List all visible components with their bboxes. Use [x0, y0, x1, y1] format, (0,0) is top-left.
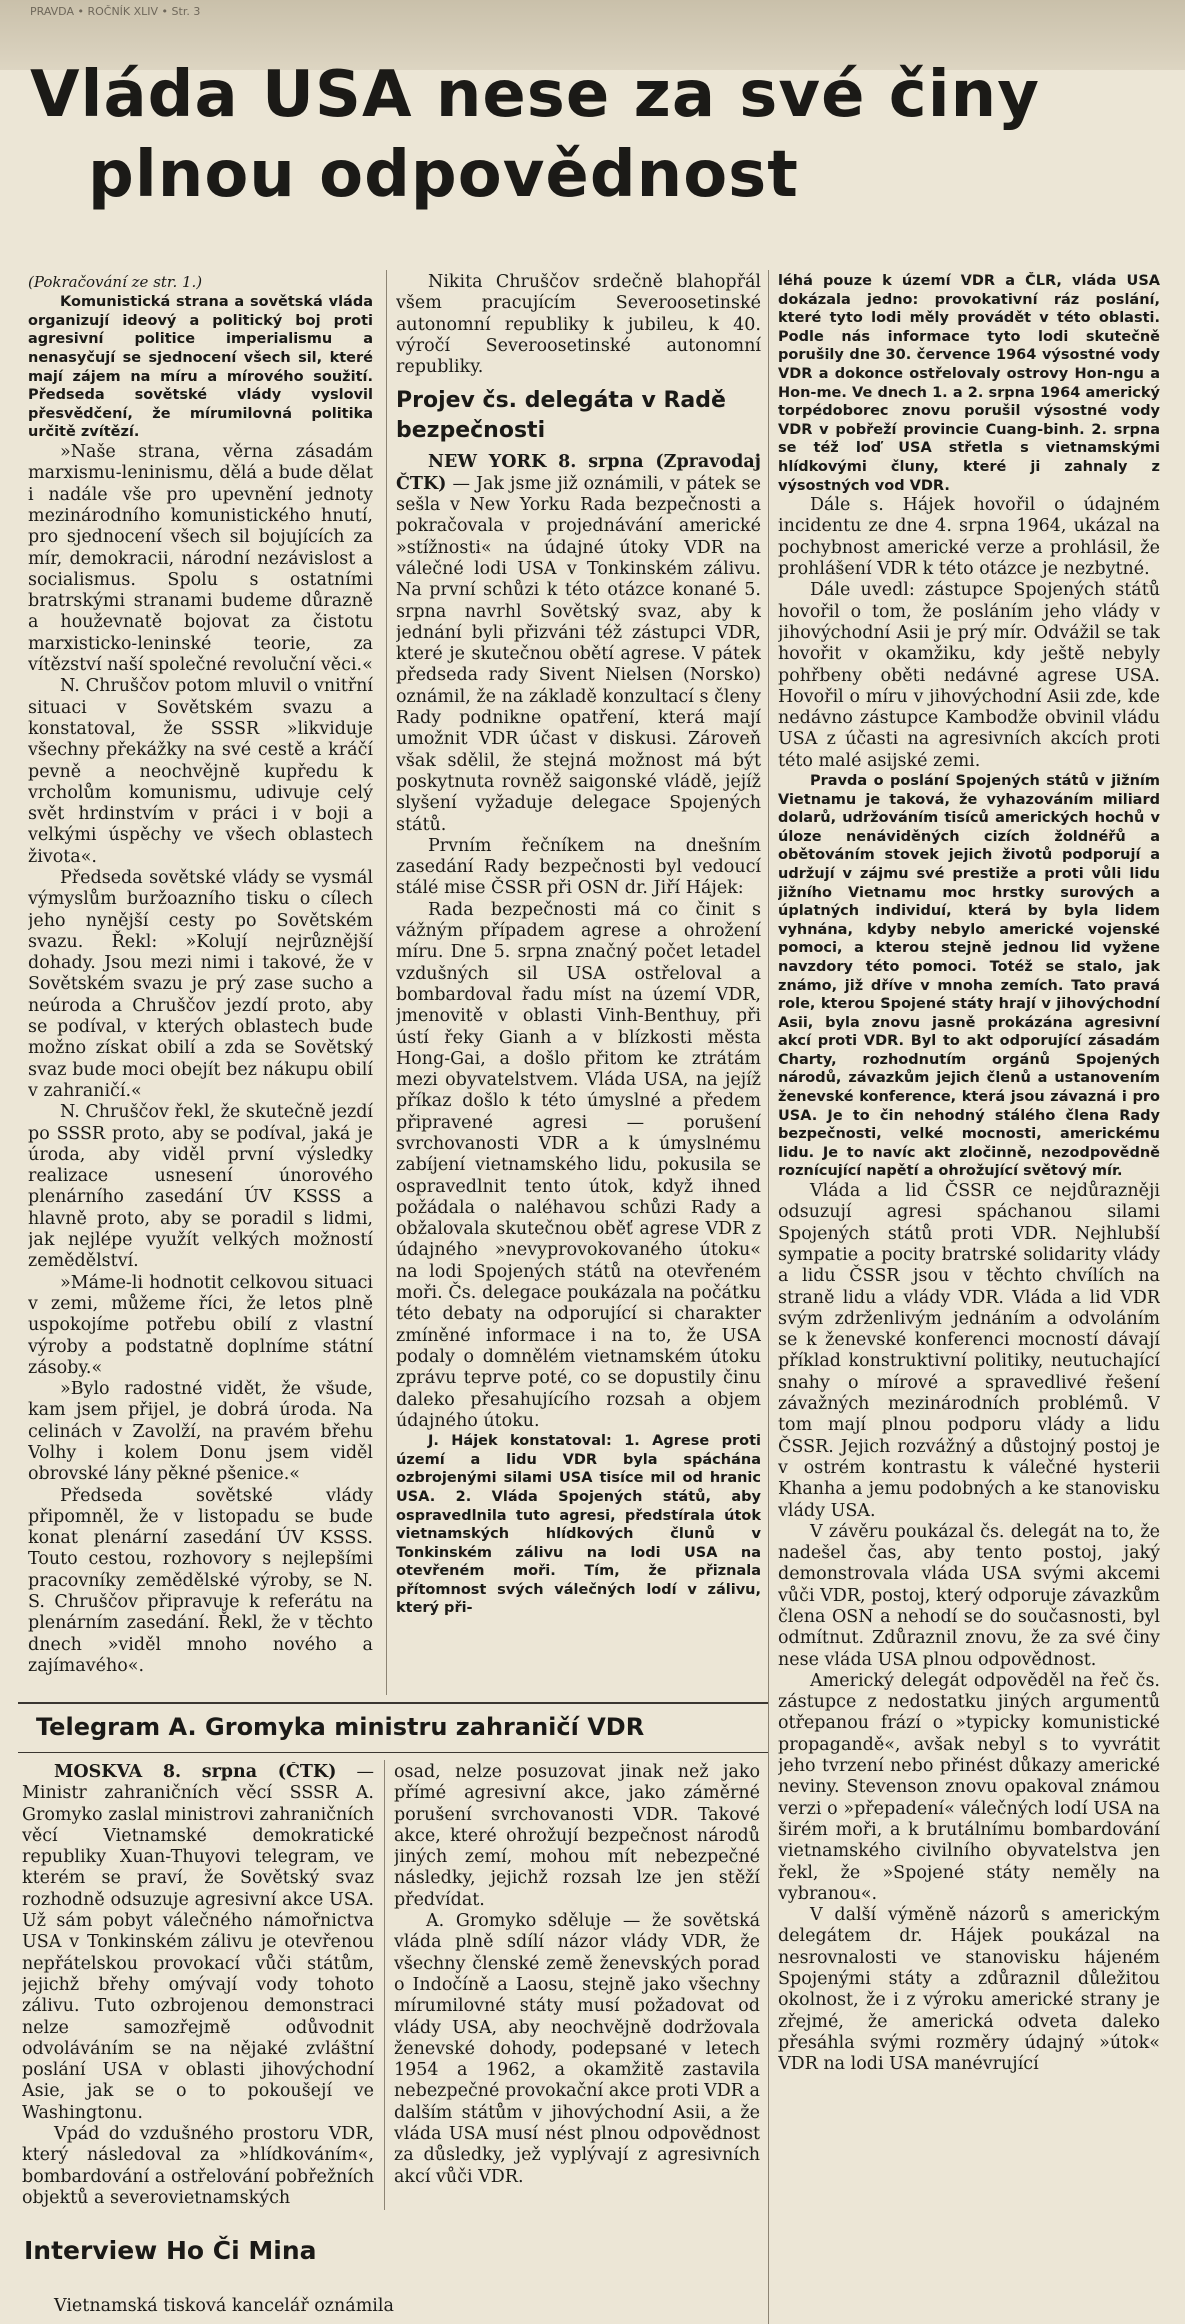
- column-divider: [768, 270, 769, 2324]
- paragraph-with-dateline: [396, 452, 761, 835]
- headline-line-2: plnou odpovědnost: [88, 138, 799, 212]
- section-heading: Projev čs. delegáta v Radě bezpečnosti: [396, 388, 726, 444]
- paragraph: Vietnamská tisková kancelář oznámila: [54, 2296, 394, 2316]
- paragraph: V závěru poukázal čs. delegát na to, že nadešel čas, aby tento postoj, jaký demonstrovala vláda USA svými akcemi vůči VDR, postoj, který odporuje závazkům člena OSN a nehodí se do současnosti, byl odmítnut. Zdůraznil znovu, že za své činy nese vláda USA plnou odpovědnost.: [778, 1521, 1160, 1670]
- paragraph: Předseda sovětské vlády připomněl, že v listopadu se bude konat plenární zasedání ÚV KSSS. Touto cestou, rozhovory s nejlepšími pracovníky zemědělské výroby, se N. S. Chruščov připravuje k referátu na plenárním zasedání. Řekl, že v těchto dnech »viděl mnoho nového a zajímavého«.: [28, 1485, 373, 1676]
- paragraph: V další výměně názorů s americkým delegátem dr. Hájek poukázal na nesrovnalosti ve stanovisku hájeném Spojenými státy a zdůraznil důležitou okolnost, že i z výroku americké strany je zřejmé, že americká odveta daleko přesáhla svými rozměry údajný »útok« VDR na lodi USA manévrující: [778, 1905, 1160, 2075]
- paragraph: »Naše strana, věrna zásadám marxismu-leninismu, dělá a bude dělat i nadále vše pro upevnění jednoty mezinárodního komunistického hnutí, pro sjednocení všech sil bojujících za mír, demokracii, národní nezávislost a socialismus. Spolu s ostatními bratrskými stranami budeme důrazně a houževnatě bojovat za čistotu marxisticko-leninské teorie, za vítězství naší společné revoluční věci.«: [28, 442, 373, 676]
- paragraph: Dále s. Hájek hovořil o údajném incidentu ze dne 4. srpna 1964, ukázal na pochybnost americké verze a prohlásil, že prohlášení VDR k této otázce je nezbytné.: [778, 495, 1160, 580]
- paragraph: »Bylo radostné vidět, že všude, kam jsem přijel, je dobrá úroda. Na celinách v Zavolží, na pravém břehu Volhy i kolem Donu jsem viděl obrovské lány pěkné pšenice.«: [28, 1379, 373, 1485]
- bold-paragraph: léhá pouze k území VDR a ČLR, vláda USA dokázala jedno: provokativní ráz poslání, které tyto lodi měly provádět v této oblasti. Podle nás informace tyto lodi skutečně porušily dne 30. července 1964 výsostné vody VDR a dokonce ostřelovaly ostrovy Hon-ngu a Hon-me. Ve dnech 1. a 2. srpna 1964 americký torpédoborec znovu porušil výsostné vody VDR v pobřeží provincie Cuang-binh. 2. srpna se též loď USA střetla s vietnamskými hlídkovými čluny, které ji zahnaly z výsostných vod VDR.: [778, 273, 1160, 494]
- telegram-column-1: [22, 1762, 374, 2212]
- paragraph-with-dateline: [22, 1762, 374, 2124]
- section-rule: [18, 1702, 768, 1704]
- paragraph: N. Chruščov řekl, že skutečně jezdí po SSSR proto, aby se podíval, jaká je úroda, aby viděl první výsledky realizace usnesení únorového plenárního zasedání ÚV KSSS a hlavně proto, aby se poradil s lidmi, jak nejlépe využít velkých možností zemědělství.: [28, 1102, 373, 1272]
- interview-heading: Interview Ho Či Mina: [24, 2236, 317, 2265]
- top-strip-text: PRAVDA • ROČNÍK XLIV • Str. 3: [30, 5, 201, 18]
- paragraph-text: — Jak jsme již oznámili, v pátek se sešla v New Yorku Rada bezpečnosti a pokračovala v projednávání americké »stížnosti« na údajné útoky VDR na válečné lodi USA v Tonkinském zálivu. Na první schůzi k této otázce konané 5. srpna navrhl Sovětský svaz, aby k jednání byli přizváni též zástupci VDR, které je skutečnou obětí agrese. V pátek předseda rady Sivent Nielsen (Norsko) oznámil, že na základě konzultací s členy Rady podnikne opatření, která mají umožnit VDR účast v diskusi. Zároveň však sdělil, že stejná možnost má být poskytnuta rovněž saigonské vládě, jejíž slyšení vyžaduje delegace Spojených států.: [396, 473, 761, 835]
- paragraph: Vpád do vzdušného prostoru VDR, který následoval za »hlídkováním«, bombardování a ostřelování pobřežních objektů a severovietnamských: [22, 2124, 374, 2208]
- column-divider: [386, 270, 387, 1695]
- paragraph: Americký delegát odpověděl na řeč čs. zástupce z nedostatku jiných argumentů otřepanou frází o »typicky komunistické propagandě«, avšak nebyl s to vyvrátit jeho tvrzení nebo přinést důkazy americké neviny. Stevenson znovu opakoval známou verzi o »přepadení« válečných lodí USA na širém moři, a k brutálnímu bombardování vietnamského civilního obyvatelstva jen řekl, že »Spojené státy neměly na vybranou«.: [778, 1670, 1160, 1904]
- paragraph: N. Chruščov potom mluvil o vnitřní situaci v Sovětském svazu a konstatoval, že SSSR »likviduje všechny překážky na své cestě a kráčí pevně a neochvějně kupředu k vrcholům komunismu, udivuje celý svět hrdinstvím v práci i v boji a velkými úspěchy ve všech oblastech života«.: [28, 676, 373, 867]
- column-3: [778, 272, 1160, 2324]
- paragraph: »Máme-li hodnotit celkovou situaci v zemi, můžeme říci, že letos plně uspokojíme potřebu obilí z vlastní výroby a podstatně doplníme státní zásoby.«: [28, 1272, 373, 1378]
- paragraph: Dále uvedl: zástupce Spojených států hovořil o tom, že posláním jeho vlády v jihovýchodní Asii je prý mír. Odvážil se tak hovořit v okamžiku, kdy ještě nebyly pohřbeny oběti nedávné agrese USA. Hovořil o míru v jihovýchodní Asii zde, kde nedávno zástupce Kambodže obvinil vládu USA z účasti na agresivních akcích proti této malé asijské zemi.: [778, 580, 1160, 771]
- headline: [30, 55, 1160, 215]
- paragraph: A. Gromyko sděluje — že sovětská vláda plně sdílí názor vlády VDR, že všechny členské země ženevských porad o Indočíně a Laosu, stejně jako všechny mírumilovné státy musí požadovat od vlády USA, aby neochvějně dodržovala ženevské dohody, podepsané v letech 1954 a 1962, a okamžitě zastavila nebezpečné provokační akce proti VDR a dalším státům v jihovýchodní Asii, a že vláda USA musí nést plnou odpovědnost za důsledky, jež vyplývají z agresivních akcí vůči VDR.: [394, 1911, 760, 2187]
- lead-paragraph: Komunistická strana a sovětská vláda organizují ideový a politický boj proti agresivní politice imperialismu a nenasyčují se sjednocení všech sil, které mají zájem na míru a mírového soužití. Předseda sovětské vlády vyslovil přesvědčení, že mírumilovná politika určitě zvítězí.: [28, 294, 373, 441]
- continued-note: (Pokračování ze str. 1.): [28, 273, 203, 291]
- telegram-heading: Telegram A. Gromyka ministru zahraničí VDR: [36, 1713, 645, 1741]
- bold-paragraph: Pravda o poslání Spojených států v jižním Vietnamu je taková, že vyhazováním miliard dolarů, udržováním tisíců amerických hochů v úloze nenáviděných cizích žoldnéřů a obětováním stovek jejich životů podporují a udržují v zájmu své prestiže a proti vůli lidu jižního Vietnamu moc hrstky surových a úplatných individuí, která by byla lidem vyhnána, kdyby nebylo americké vojenské pomoci, a kterou stejně jednou lid vyžene navzdory této pomoci. Totéž se stalo, jak známo, již dříve v mnoha zemích. Tato pravá role, kterou Spojené státy hrají v jihovýchodní Asii, byla znovu jasně prokázána agresivní akcí proti VDR. Byl to akt odporující zásadám Charty, rozhodnutím orgánů Spojených národů, závazkům jejich členů a ustanovením ženevské konference, která jsou závazná i pro USA. Je to čin nehodný stálého člena Rady bezpečnosti, velké mocnosti, americkému lidu. Je to navíc akt zločinně, nezodpovědně roznícující napětí a ohrožující světový mír.: [778, 772, 1160, 1180]
- dateline: MOSKVA 8. srpna (ČTK): [54, 1762, 337, 1782]
- column-2: [396, 272, 761, 1697]
- headline-line-1: Vláda USA nese za své činy: [30, 58, 1040, 132]
- paragraph: osad, nelze posuzovat jinak než jako přímé agresivní akce, jako záměrné porušení svrchovanosti VDR. Takové akce, které ohrožují bezpečnost národů jiných zemí, mohou mít nebezpečné následky, jejichž rozsah lze jen stěží předvídat.: [394, 1762, 760, 1910]
- paragraph: Nikita Chruščov srdečně blahopřál všem pracujícím Severoosetinské autonomní republiky k jubileu, k 40. výročí Severoosetinské autonomní republiky.: [396, 272, 761, 378]
- paragraph: Předseda sovětské vlády se vysmál výmyslům buržoazního tisku o cílech jeho nynější cesty po Sovětském svazu. Řekl: »Kolují nejrůznější dohady. Jsou mezi nimi i takové, že v Sovětském svazu je prý zase sucho a neúroda a Chruščov jezdí proto, aby se podíval, v kterých oblastech bude možno získat obilí a zda se Sovětský svaz bude moci obejít bez nákupu obilí v zahraničí.«: [28, 867, 373, 1101]
- interview-body: [22, 2296, 752, 2324]
- dateline: NEW YORK 8. srpna (Zpravodaj ČTK): [396, 452, 761, 494]
- paragraph-text: — Ministr zahraničních věcí SSSR A. Gromyko zaslal ministrovi zahraničních věcí Vietnamské demokratické republiky Xuan-Thuyovi telegram, ve kterém se praví, že Sovětský svaz rozhodně odsuzuje agresivní akce USA. Už sám pobyt válečného námořnictva USA v Tonkinském zálivu je otevřenou nepřátelskou provokací vůči státům, jejichž břehy omývají vody tohoto zálivu. Tuto ozbrojenou demonstraci nelze samozřejmě odůvodnit odvoláváním se na nějaké zvláštní poslání USA v oblasti jihovýchodní Asie, jak se o to pokoušejí ve Washingtonu.: [22, 1762, 374, 2123]
- column-1: [28, 272, 373, 1702]
- column-divider: [384, 1760, 385, 2210]
- telegram-column-2: [394, 1762, 760, 2212]
- paragraph: Rada bezpečnosti má co činit s vážným případem agrese a ohrožení míru. Dne 5. srpna značný počet letadel vzdušných sil USA ostřeloval a bombardoval řadu míst na území VDR, jmenovitě v oblasti Vinh-Benthuy, při ústí řeky Gianh a v blízkosti města Hong-Gai, a došlo přitom ke ztrátám mezi obyvatelstvem. Vláda USA, na jejíž příkaz došlo k této úmyslné a předem připravené agresi — porušení svrchovanosti VDR a k úmyslnému zabíjení vietnamského lidu, pokusila se ospravedlnit tento útok, když ihned požádala o naléhavou schůzi Rady a obžalovala skutečnou oběť agrese VDR z údajného »nevyprovokovaného útoku« na lodi Spojených států na otevřeném moři. Čs. delegace poukázala na počátku této debaty na odporující si charakter zmíněné informace i na to, že USA podaly o domnělém vietnamském útoku zprávu teprve poté, co se dopustily činu daleko přesahujícího rozsah a objem údajného útoku.: [396, 899, 761, 1431]
- bold-paragraph: J. Hájek konstatoval: 1. Agrese proti území a lidu VDR byla spáchána ozbrojenými silami USA tisíce mil od hranic USA. 2. Vláda Spojených států, aby ospravedlnila tuto agresi, předstírala útok vietnamských hlídkových člunů v Tonkinském zálivu na lodi USA na otevřeném moři. Tím, že přiznala přítomnost svých válečných lodí v zálivu, který při-: [396, 1433, 761, 1617]
- paragraph: Vláda a lid ČSSR ce nejdůrazněji odsuzují agresi spáchanou silami Spojených států proti VDR. Nejhlubší sympatie a pocity bratrské solidarity vlády a lidu ČSSR jsou v těchto chvílích na straně lidu a vlády VDR. Vláda a lid VDR svým zdrženlivým jednáním a odvoláním se k ženevské konferenci mocností dávají příklad konstruktivní politiky, neutuchající snahy o mírové a spravedlivé řešení závažných mezinárodních problémů. V tom mají plnou podporu vlády a lidu ČSSR. Jejich rozvážný a důstojný postoj je v ostrém kontrastu k válečné hysterii Khanha a jemu podobných a ke stanovisku vlády USA.: [778, 1181, 1160, 1521]
- paragraph: Prvním řečníkem na dnešním zasedání Rady bezpečnosti byl vedoucí stálé mise ČSSR při OSN dr. Jiří Hájek:: [396, 835, 761, 899]
- section-rule: [18, 1752, 768, 1753]
